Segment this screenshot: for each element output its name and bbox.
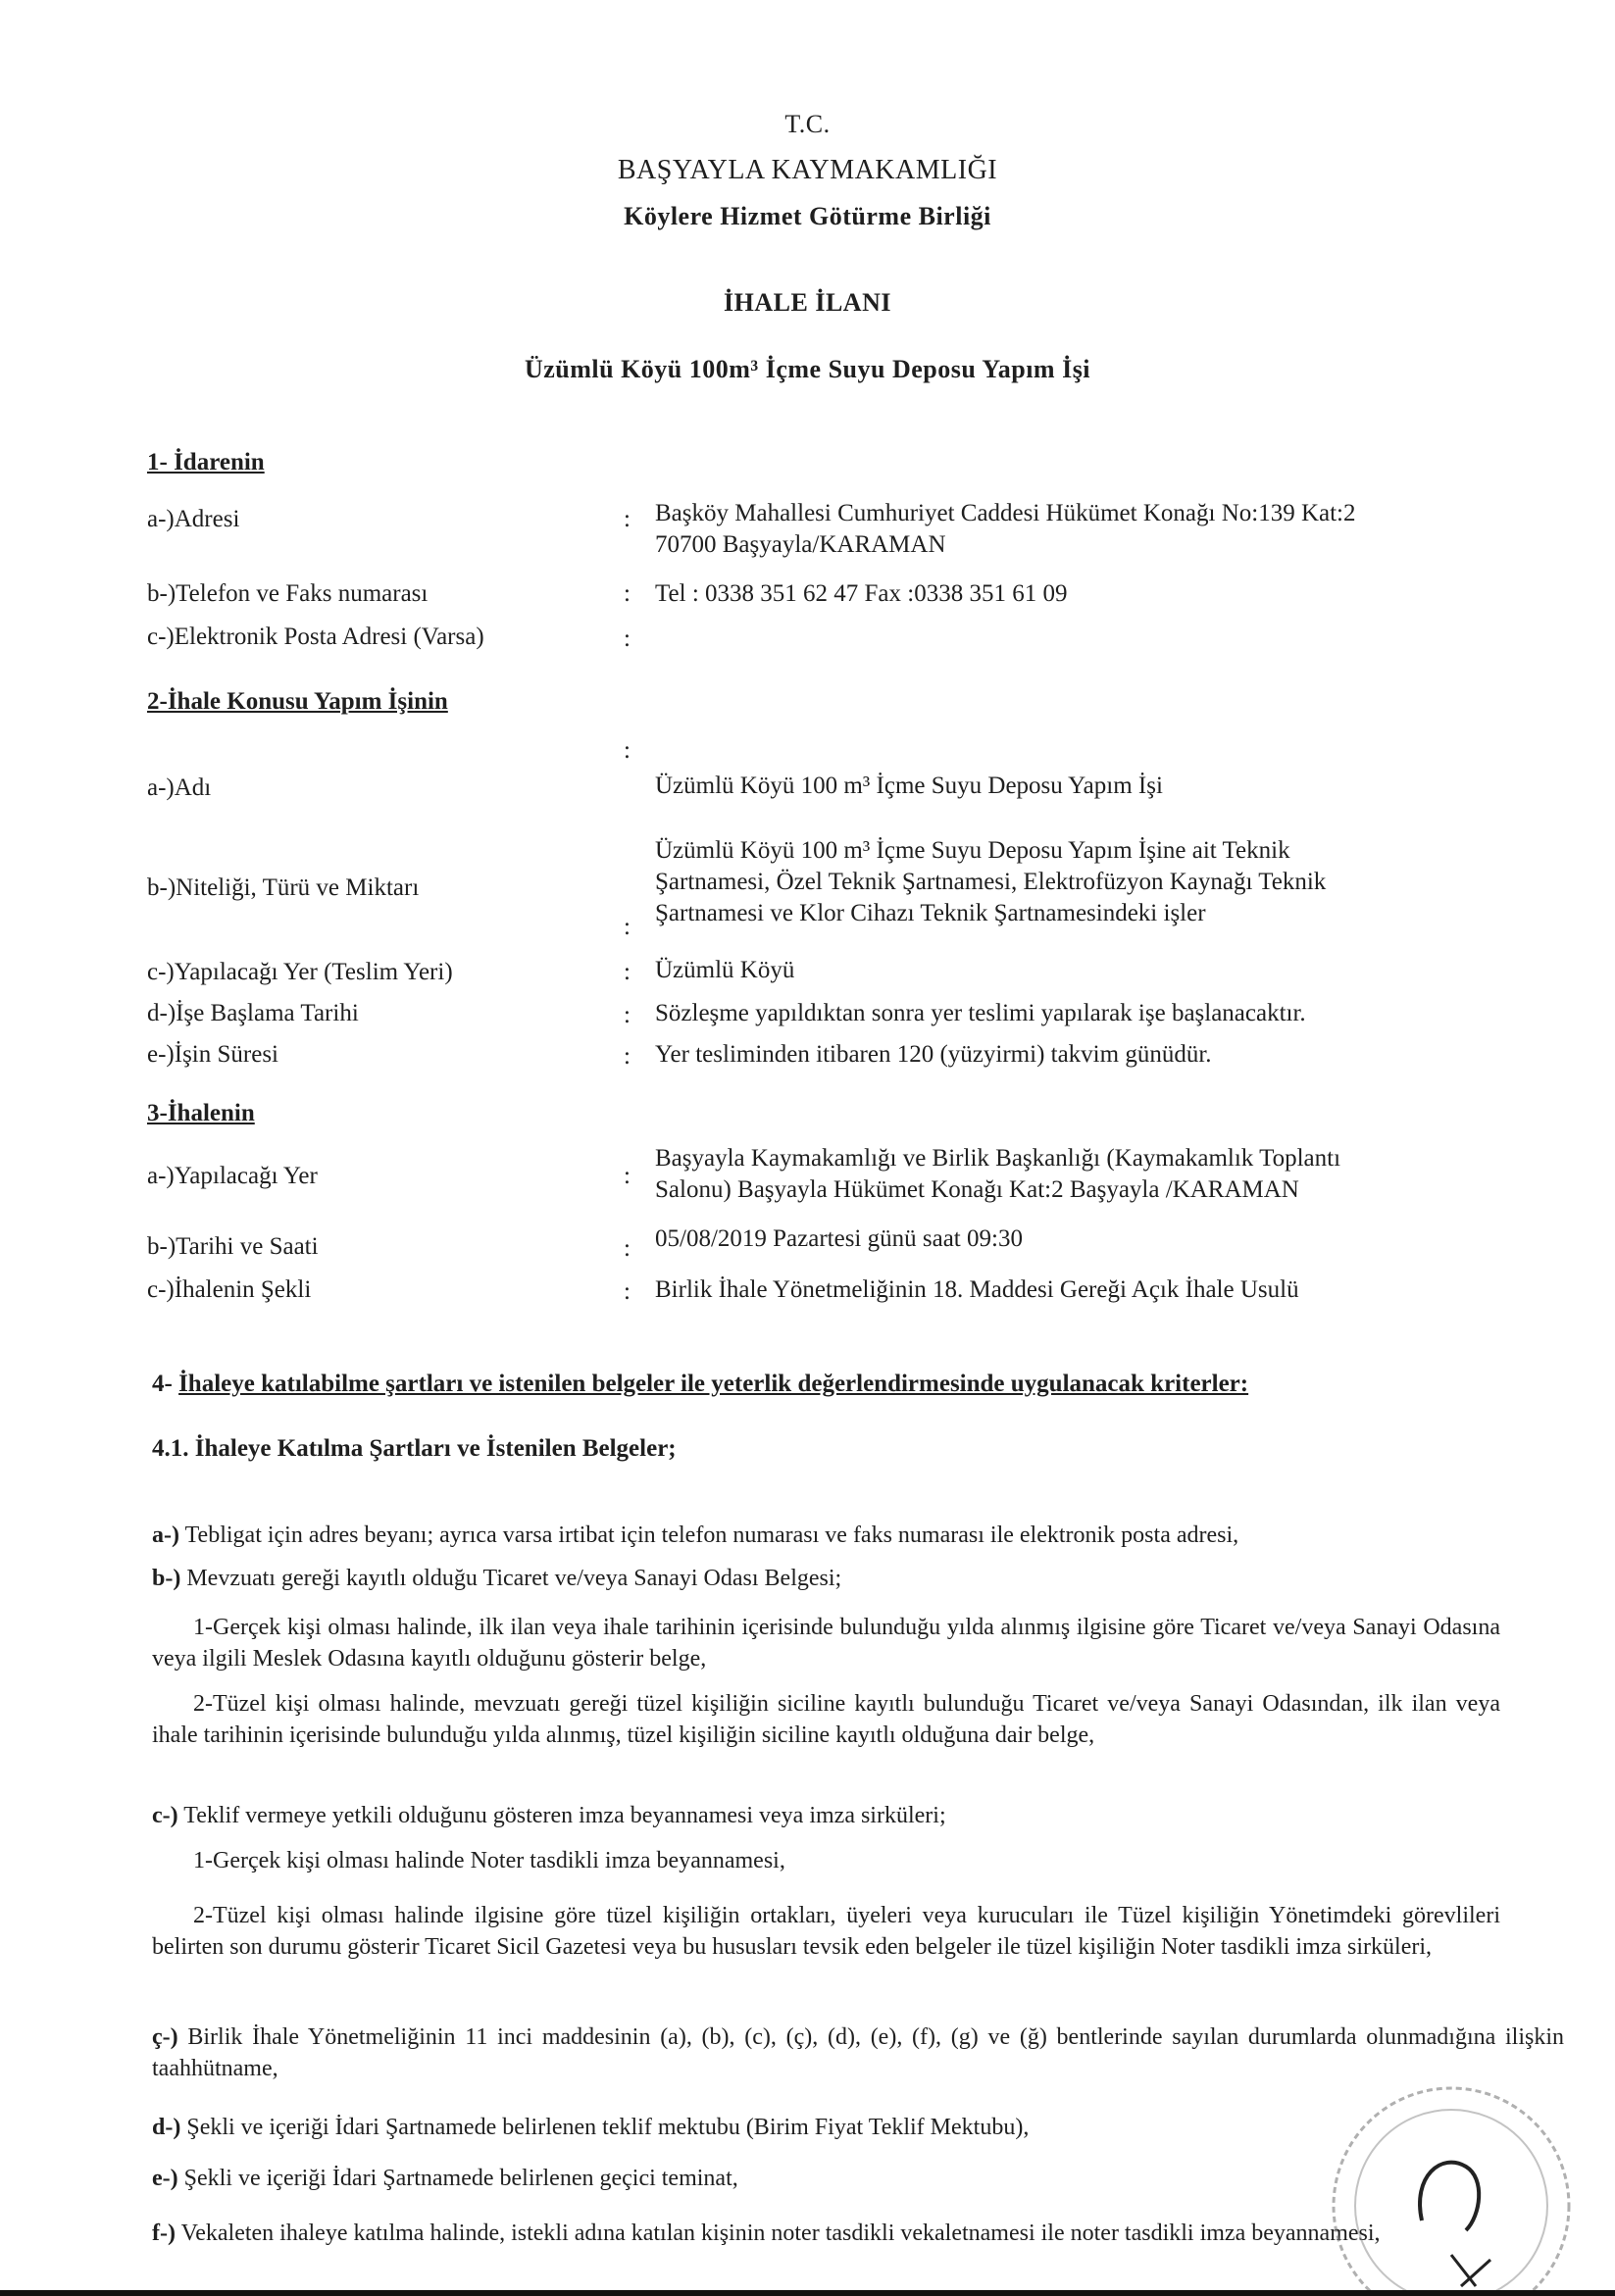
name-value: Üzümlü Köyü 100 m³ İçme Suyu Deposu Yapım İşi <box>655 773 1163 799</box>
duration-label: e-)İşin Süresi <box>147 1041 278 1068</box>
colon: : <box>624 1235 631 1262</box>
venue-label: a-)Yapılacağı Yer <box>147 1163 318 1189</box>
address-line-2: 70700 Başyayla/KARAMAN <box>655 531 946 558</box>
section-4-title: İhaleye katılabilme şartları ve istenilen belgeler ile yeterlik değerlendirmesinde uygulanacak kriterler: <box>178 1371 1249 1397</box>
place-value: Üzümlü Köyü <box>655 957 795 983</box>
item-f-label: f-) <box>152 2221 176 2246</box>
header-authority: BAŞYAYLA KAYMAKAMLIĞI <box>617 155 998 185</box>
item-b-1: 1-Gerçek kişi olması halinde, ilk ilan veya ihale tarihinin içerisinde bulunduğu yılda alınmış ilgisine göre Ticaret ve/veya Sanayi Odasına veya ilgili Meslek Odasına kayıtlı olduğunu gösterir belge, <box>152 1615 1500 1672</box>
notice-subject: Üzümlü Köyü 100m³ İçme Suyu Deposu Yapım İşi <box>524 355 1091 383</box>
item-c-1: 1-Gerçek kişi olması halinde Noter tasdikli imza beyannamesi, <box>193 1848 785 1873</box>
subsection-4-1-title: 4.1. İhaleye Katılma Şartları ve İstenilen Belgeler; <box>152 1435 677 1462</box>
venue-value <box>655 1143 1518 1206</box>
item-a-label: a-) <box>152 1522 179 1548</box>
method-value: Birlik İhale Yönetmeliğinin 18. Maddesi Gereği Açık İhale Usulü <box>655 1276 1299 1303</box>
header-union: Köylere Hizmet Götürme Birliği <box>624 202 991 230</box>
nature-label: b-)Niteliği, Türü ve Miktarı <box>147 874 420 901</box>
start-value: Sözleşme yapıldıktan sonra yer teslimi yapılarak işe başlanacaktır. <box>655 1000 1306 1026</box>
section-2-title: 2-İhale Konusu Yapım İşinin <box>147 688 448 715</box>
bottom-rule <box>0 2290 1615 2296</box>
item-e-text: Şekli ve içeriği İdari Şartnamede belirlenen geçici teminat, <box>183 2166 738 2191</box>
colon: : <box>624 959 631 985</box>
item-e-label: e-) <box>152 2166 178 2191</box>
nature-line-1: Üzümlü Köyü 100 m³ İçme Suyu Deposu Yapım İşine ait Teknik <box>655 837 1290 864</box>
section-4-number: 4- <box>152 1371 173 1397</box>
item-cc-label: ç-) <box>152 2024 178 2050</box>
method-label: c-)İhalenin Şekli <box>147 1276 312 1303</box>
item-b-label: b-) <box>152 1566 181 1591</box>
phone-label: b-)Telefon ve Faks numarası <box>147 580 429 607</box>
header-tc: T.C. <box>784 110 831 138</box>
nature-line-3: Şartnamesi ve Klor Cihazı Teknik Şartnamesindeki işler <box>655 900 1206 926</box>
start-label: d-)İşe Başlama Tarihi <box>147 1000 359 1026</box>
address-line-1: Başköy Mahallesi Cumhuriyet Caddesi Hükümet Konağı No:139 Kat:2 <box>655 500 1356 526</box>
venue-line-2: Salonu) Başyayla Hükümet Konağı Kat:2 Başyayla /KARAMAN <box>655 1176 1299 1203</box>
item-d-text: Şekli ve içeriği İdari Şartnamede belirlenen teklif mektubu (Birim Fiyat Teklif Mektubu), <box>186 2115 1030 2140</box>
item-a-text: Tebligat için adres beyanı; ayrıca varsa irtibat için telefon numarası ve faks numarası ile elektronik posta adresi, <box>184 1522 1239 1548</box>
item-c <box>152 1800 1500 1831</box>
section-1-title: 1- İdarenin <box>147 449 265 475</box>
colon: : <box>624 737 631 764</box>
item-b-2: 2-Tüzel kişi olması halinde, mevzuatı gereği tüzel kişiliğin siciline kayıtlı bulunduğu Ticaret ve/veya Sanayi Odasından, ilk ilan veya ihale tarihinin içerisinde bulunduğu yılda alınmış, tüzel kişiliğin siciline kayıtlı olduğuna dair belge, <box>152 1691 1500 1748</box>
address-value <box>655 498 1518 561</box>
section-3-title: 3-İhalenin <box>147 1100 255 1126</box>
item-c-text: Teklif vermeye yetkili olduğunu gösteren imza beyannamesi veya imza sirküleri; <box>183 1803 946 1828</box>
email-label: c-)Elektronik Posta Adresi (Varsa) <box>147 624 484 650</box>
notice-title: İHALE İLANI <box>724 288 891 317</box>
name-label: a-)Adı <box>147 774 212 801</box>
item-f-text: Vekaleten ihaleye katılma halinde, istekli adına katılan kişinin noter tasdikli vekaletnamesi ile noter tasdikli imza beyannamesi, <box>180 2221 1381 2246</box>
address-label: a-)Adresi <box>147 506 240 532</box>
item-c-2: 2-Tüzel kişi olması halinde ilgisine göre tüzel kişiliğin ortakları, üyeleri veya kurucuları ile Tüzel kişiliğin Yönetimdeki görevlileri belirten son durumu gösterir Ticaret Sicil Gazetesi veya bu hususları tevsik eden belgeler ile tüzel kişiliğin Noter tasdikli imza sirküleri, <box>152 1903 1500 1960</box>
venue-line-1: Başyayla Kaymakamlığı ve Birlik Başkanlığı (Kaymakamlık Toplantı <box>655 1145 1341 1172</box>
colon: : <box>624 1002 631 1028</box>
colon: : <box>624 580 631 607</box>
item-d-label: d-) <box>152 2115 181 2140</box>
place-label: c-)Yapılacağı Yer (Teslim Yeri) <box>147 959 453 985</box>
item-cc-text: Birlik İhale Yönetmeliğinin 11 inci maddesinin (a), (b), (c), (ç), (d), (e), (f), (g) ve (ğ) bentlerinde sayılan durumlarda olunmadığına ilişkin taahhütname, <box>152 2024 1564 2081</box>
item-d <box>152 2112 1500 2143</box>
nature-value <box>655 835 1518 929</box>
section-4-heading <box>152 1371 1248 1398</box>
item-b <box>152 1563 1500 1594</box>
date-value: 05/08/2019 Pazartesi günü saat 09:30 <box>655 1225 1023 1252</box>
colon: : <box>624 1163 631 1189</box>
date-label: b-)Tarihi ve Saati <box>147 1233 319 1260</box>
colon: : <box>624 914 631 940</box>
item-e <box>152 2163 1500 2194</box>
nature-line-2: Şartnamesi, Özel Teknik Şartnamesi, Elektrofüzyon Kaynağı Teknik <box>655 869 1327 895</box>
colon: : <box>624 625 631 652</box>
item-c-label: c-) <box>152 1803 178 1828</box>
phone-value: Tel : 0338 351 62 47 Fax :0338 351 61 09 <box>655 580 1068 607</box>
official-round-seal-icon <box>1304 2059 1598 2296</box>
colon: : <box>624 1043 631 1070</box>
item-b-text: Mevzuatı gereği kayıtlı olduğu Ticaret ve/veya Sanayi Odası Belgesi; <box>186 1566 842 1591</box>
colon: : <box>624 506 631 532</box>
duration-value: Yer tesliminden itibaren 120 (yüzyirmi) takvim günüdür. <box>655 1041 1212 1068</box>
colon: : <box>624 1278 631 1305</box>
item-a <box>152 1520 1500 1551</box>
